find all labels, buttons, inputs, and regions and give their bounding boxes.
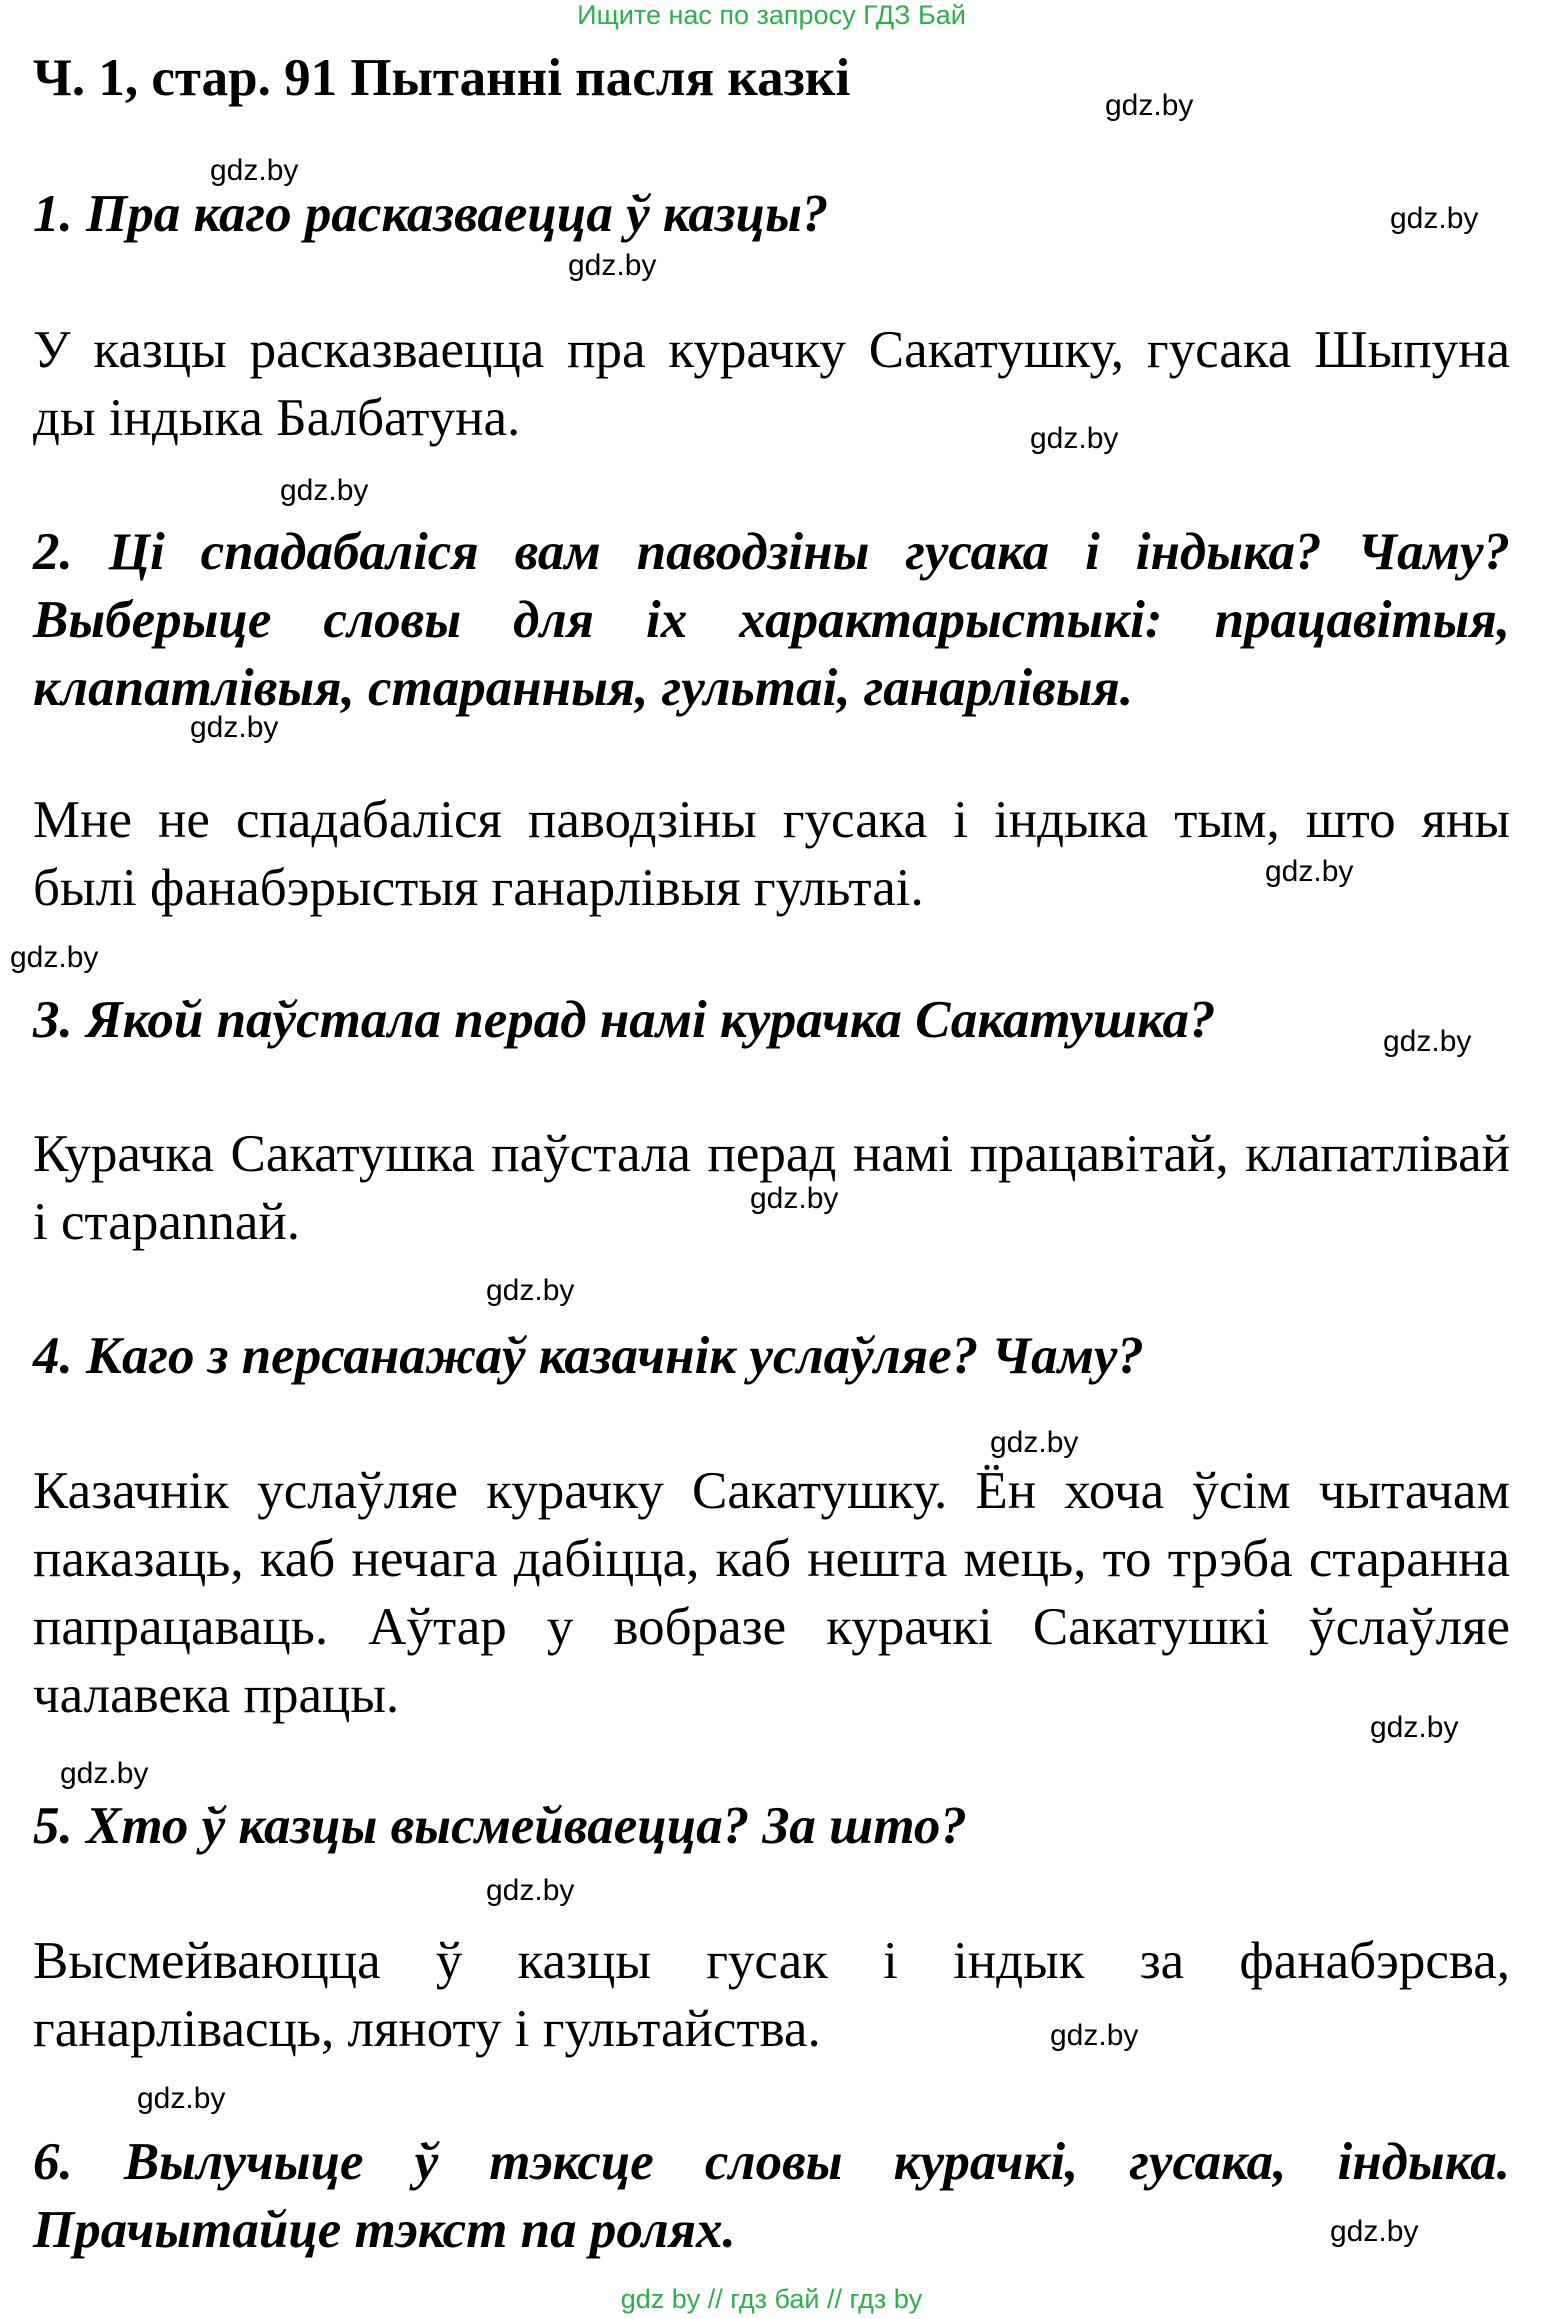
watermark: gdz.by [210, 154, 299, 187]
watermark: gdz.by [10, 941, 99, 974]
page-title: Ч. 1, стар. 91 Пытанні пасля казкі [33, 49, 851, 107]
watermark: gdz.by [1030, 422, 1119, 455]
answer-1: У казцы расказваецца пра курачку Сакатушку, гусака Шыпуна ды індыка Балбатуна. [33, 321, 1510, 447]
watermark: gdz.by [1330, 2215, 1419, 2248]
watermark: gdz.by [280, 474, 369, 507]
watermark: gdz.by [750, 1182, 839, 1215]
watermark: gdz.by [1370, 1711, 1459, 1744]
watermark: gdz.by [1265, 855, 1354, 888]
answer-5: Высмейваюцца ў казцы гусак і індык за фанабэрсва, ганарлівасць, ляноту і гультайства. [33, 1932, 1510, 2058]
watermark: gdz.by [1383, 1025, 1472, 1058]
answer-2: Мне не спадабаліся паводзіны гусака і індыка тым, што яны былі фанабэрыстыя ганарлівыя гультаі. [33, 791, 1510, 917]
question-5: 5. Хто ў казцы высмейваецца? За што? [33, 1797, 967, 1855]
question-3: 3. Якой паўстала перад намі курачка Сакатушка? [33, 991, 1216, 1049]
footer: gdz by // гдз бай // гдз by [620, 2284, 923, 2314]
watermark: gdz.by [568, 249, 657, 282]
watermark: gdz.by [60, 1757, 149, 1790]
watermark: gdz.by [486, 1274, 575, 1307]
top-banner: Ищите нас по запросу ГДЗ Бай [577, 0, 966, 30]
answer-3: Курачка Сакатушка паўстала перад намі працавітай, клапатлівай і старannай. [33, 1125, 1510, 1251]
watermark: gdz.by [137, 2082, 226, 2115]
watermark: gdz.by [486, 1874, 575, 1907]
watermark: gdz.by [1390, 202, 1479, 235]
watermark: gdz.by [1105, 89, 1194, 122]
question-6: 6. Вылучыце ў тэксце словы курачкі, гусака, індыка. Прачытайце тэкст па ролях. [33, 2133, 1510, 2259]
answer-4: Казачнік услаўляе курачку Сакатушку. Ён хоча ўсім чытачам паказаць, каб нечага дабіцца, каб нешта мець, то трэба старанна папрацаваць. Аўтар у вобразе курачкі Сакатушкі ўслаўляе чалавека працы. [33, 1462, 1510, 1724]
question-1: 1. Пра каго расказваецца ў казцы? [33, 185, 829, 243]
question-2: 2. Ці спадабаліся вам паводзіны гусака і індыка? Чаму? Выберыце словы для іх характарыстыкі: працавітыя, клапатлівыя, старанныя, гультаі, ганарлівыя. [33, 523, 1510, 717]
watermark: gdz.by [1050, 2019, 1139, 2052]
question-4: 4. Каго з персанажаў казачнік услаўляе? Чаму? [33, 1327, 1144, 1385]
watermark: gdz.by [990, 1426, 1079, 1459]
watermark: gdz.by [190, 711, 279, 744]
